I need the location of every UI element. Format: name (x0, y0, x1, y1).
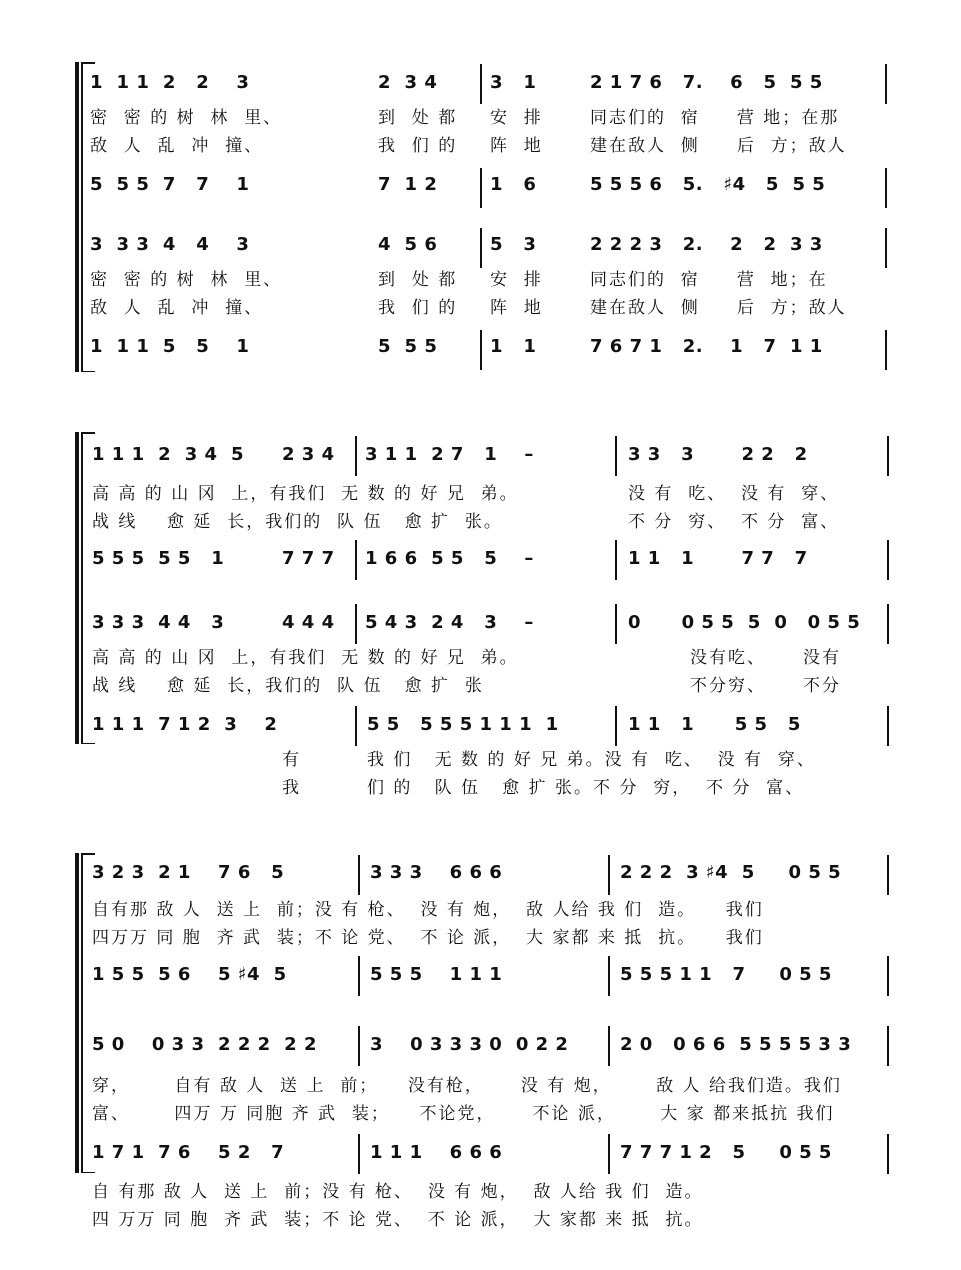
lyric-text: 四万万 同 胞 齐 武 装；不 论 党、 不 论 派， 大 家都 来 抵 抗。 我们 (92, 928, 764, 948)
jianpu-notes: 1 1 1 5 5 1 (90, 336, 250, 357)
jianpu-notes: 5 5 5 1 1 7 0 5 5 (620, 964, 832, 985)
notation-row (0, 962, 961, 990)
jianpu-notes: 5 4 3 2 4 3 – (365, 612, 534, 633)
lyric-text: 战 线 愈 延 长，我们的 队 伍 愈 扩 张。 (92, 512, 503, 532)
notation-row (0, 70, 961, 98)
jianpu-notes: 7 7 7 (282, 548, 335, 569)
lyric-text: 四 万万 同 胞 齐 武 装；不 论 党、 不 论 派， 大 家都 来 抵 抗。 (92, 1210, 704, 1230)
notation-row (0, 860, 961, 888)
jianpu-notes: 5 5 5 1 1 1 (370, 964, 503, 985)
jianpu-notes: 3 3 3 4 4 3 (92, 612, 225, 633)
lyric-text: 我 (282, 778, 301, 798)
jianpu-notes: 1 1 (490, 336, 537, 357)
jianpu-notes: 5 5 5 7 7 1 (90, 174, 250, 195)
lyric-row (0, 296, 961, 324)
lyric-row (0, 482, 961, 510)
lyric-text: 自有那 敌 人 送 上 前；没 有 枪、 没 有 炮， 敌 人给 我 们 造。 我们 (92, 900, 764, 920)
lyric-text: 高 高 的 山 冈 上，有我们 无 数 的 好 兄 弟。 (92, 484, 519, 504)
lyric-text: 富、 四万 万 同胞 齐 武 装； 不论党， 不论 派， 大 家 都来抵抗 我们 (92, 1104, 835, 1124)
jianpu-notes: 5 5 5 5 5 1 (92, 548, 225, 569)
jianpu-notes: 2 3 4 (282, 444, 335, 465)
jianpu-notes: 3 3 3 6 6 6 (370, 862, 503, 883)
notation-row (0, 1032, 961, 1060)
lyric-row (0, 134, 961, 162)
jianpu-notes: 2 1 7 6 7. 6 5 5 5 (590, 72, 823, 93)
jianpu-notes: 2 2 2 3 ♯4 5 0 5 5 (620, 862, 842, 883)
jianpu-notes: 7 1 2 (378, 174, 438, 195)
jianpu-notes: 5 5 5 5 5 1 1 1 1 (367, 714, 559, 735)
jianpu-notes: 5 3 (490, 234, 537, 255)
jianpu-notes: 1 6 6 5 5 5 – (365, 548, 534, 569)
lyric-text: 敌 人 乱 冲 撞、 (90, 298, 264, 318)
jianpu-notes: 4 5 6 (378, 234, 438, 255)
notation-row (0, 712, 961, 740)
lyric-text: 安 排 (490, 270, 543, 290)
lyric-row (0, 776, 961, 804)
jianpu-notes: 3 3 3 4 4 3 (90, 234, 250, 255)
lyric-text: 没有吃、 没有 (690, 648, 842, 668)
jianpu-notes: 3 1 (490, 72, 537, 93)
lyric-text: 安 排 (490, 108, 543, 128)
lyric-row (0, 926, 961, 954)
lyric-text: 密 密 的 树 林 里、 (90, 108, 283, 128)
jianpu-notes: 5 5 5 (378, 336, 438, 357)
lyric-row (0, 674, 961, 702)
lyric-text: 高 高 的 山 冈 上，有我们 无 数 的 好 兄 弟。 (92, 648, 519, 668)
jianpu-notes: 1 1 1 2 3 4 5 (92, 444, 245, 465)
lyric-text: 阵 地 (490, 136, 543, 156)
notation-row (0, 172, 961, 200)
jianpu-notes: 5 5 5 6 5. ♯4 5 5 5 (590, 174, 826, 195)
lyric-text: 有 (282, 750, 301, 770)
lyric-row (0, 898, 961, 926)
lyric-row (0, 1180, 961, 1208)
jianpu-notes: 3 1 1 2 7 1 – (365, 444, 534, 465)
lyric-text: 我 们 的 (378, 298, 458, 318)
jianpu-notes: 1 1 1 7 1 2 3 2 (92, 714, 278, 735)
jianpu-notes: 2 3 4 (378, 72, 438, 93)
notation-row (0, 232, 961, 260)
lyric-text: 到 处 都 (378, 108, 458, 128)
jianpu-notes: 1 7 1 7 6 5 2 7 (92, 1142, 285, 1163)
jianpu-notes: 1 5 5 5 6 5 ♯4 5 (92, 964, 287, 985)
lyric-text: 密 密 的 树 林 里、 (90, 270, 283, 290)
lyric-text: 到 处 都 (378, 270, 458, 290)
lyric-row (0, 748, 961, 776)
jianpu-notes: 2 0 0 6 6 5 5 5 5 3 3 (620, 1034, 852, 1055)
lyric-row (0, 106, 961, 134)
lyric-text: 同志们的 宿 营 地；在 (590, 270, 828, 290)
jianpu-notes: 2 2 2 3 2. 2 2 3 3 (590, 234, 823, 255)
lyric-text: 建在敌人 侧 后 方；敌人 (590, 136, 847, 156)
lyric-text: 建在敌人 侧 后 方；敌人 (590, 298, 847, 318)
lyric-row (0, 646, 961, 674)
jianpu-notes: 3 2 3 2 1 7 6 5 (92, 862, 285, 883)
lyric-text: 自 有那 敌 人 送 上 前；没 有 枪、 没 有 炮， 敌 人给 我 们 造。 (92, 1182, 704, 1202)
jianpu-notes: 1 6 (490, 174, 537, 195)
lyric-text: 同志们的 宿 营 地；在那 (590, 108, 840, 128)
jianpu-notes: 5 0 0 3 3 2 2 2 2 2 (92, 1034, 317, 1055)
notation-row (0, 442, 961, 470)
jianpu-notes: 1 1 1 7 7 7 (628, 548, 808, 569)
notation-row (0, 546, 961, 574)
jianpu-notes: 3 3 3 2 2 2 (628, 444, 808, 465)
lyric-text: 战 线 愈 延 长，我们的 队 伍 愈 扩 张 (92, 676, 484, 696)
lyric-row (0, 1074, 961, 1102)
jianpu-notes: 0 0 5 5 5 0 0 5 5 (628, 612, 861, 633)
lyric-text: 不分穷、 不分 (690, 676, 842, 696)
lyric-row (0, 268, 961, 296)
jianpu-notes: 7 6 7 1 2. 1 7 1 1 (590, 336, 823, 357)
lyric-text: 没 有 吃、 没 有 穿、 (628, 484, 840, 504)
jianpu-notes: 1 1 1 2 2 3 (90, 72, 250, 93)
lyric-text: 我 们 的 (378, 136, 458, 156)
lyric-row (0, 1102, 961, 1130)
jianpu-notes: 3 0 3 3 3 0 0 2 2 (370, 1034, 569, 1055)
notation-row (0, 1140, 961, 1168)
lyric-text: 不 分 穷、 不 分 富、 (628, 512, 840, 532)
lyric-text: 我 们 无 数 的 好 兄 弟。没 有 吃、 没 有 穿、 (367, 750, 816, 770)
lyric-text: 们 的 队 伍 愈 扩 张。不 分 穷， 不 分 富、 (367, 778, 805, 798)
notation-row (0, 610, 961, 638)
lyric-row (0, 1208, 961, 1236)
lyric-text: 阵 地 (490, 298, 543, 318)
lyric-text: 敌 人 乱 冲 撞、 (90, 136, 264, 156)
notation-row (0, 334, 961, 362)
jianpu-notes: 1 1 1 5 5 5 (628, 714, 801, 735)
lyric-row (0, 510, 961, 538)
jianpu-notes: 1 1 1 6 6 6 (370, 1142, 503, 1163)
lyric-text: 穿， 自有 敌 人 送 上 前； 没有枪， 没 有 炮， 敌 人 给我们造。我们 (92, 1076, 842, 1096)
jianpu-notes: 4 4 4 (282, 612, 335, 633)
jianpu-notes: 7 7 7 1 2 5 0 5 5 (620, 1142, 832, 1163)
